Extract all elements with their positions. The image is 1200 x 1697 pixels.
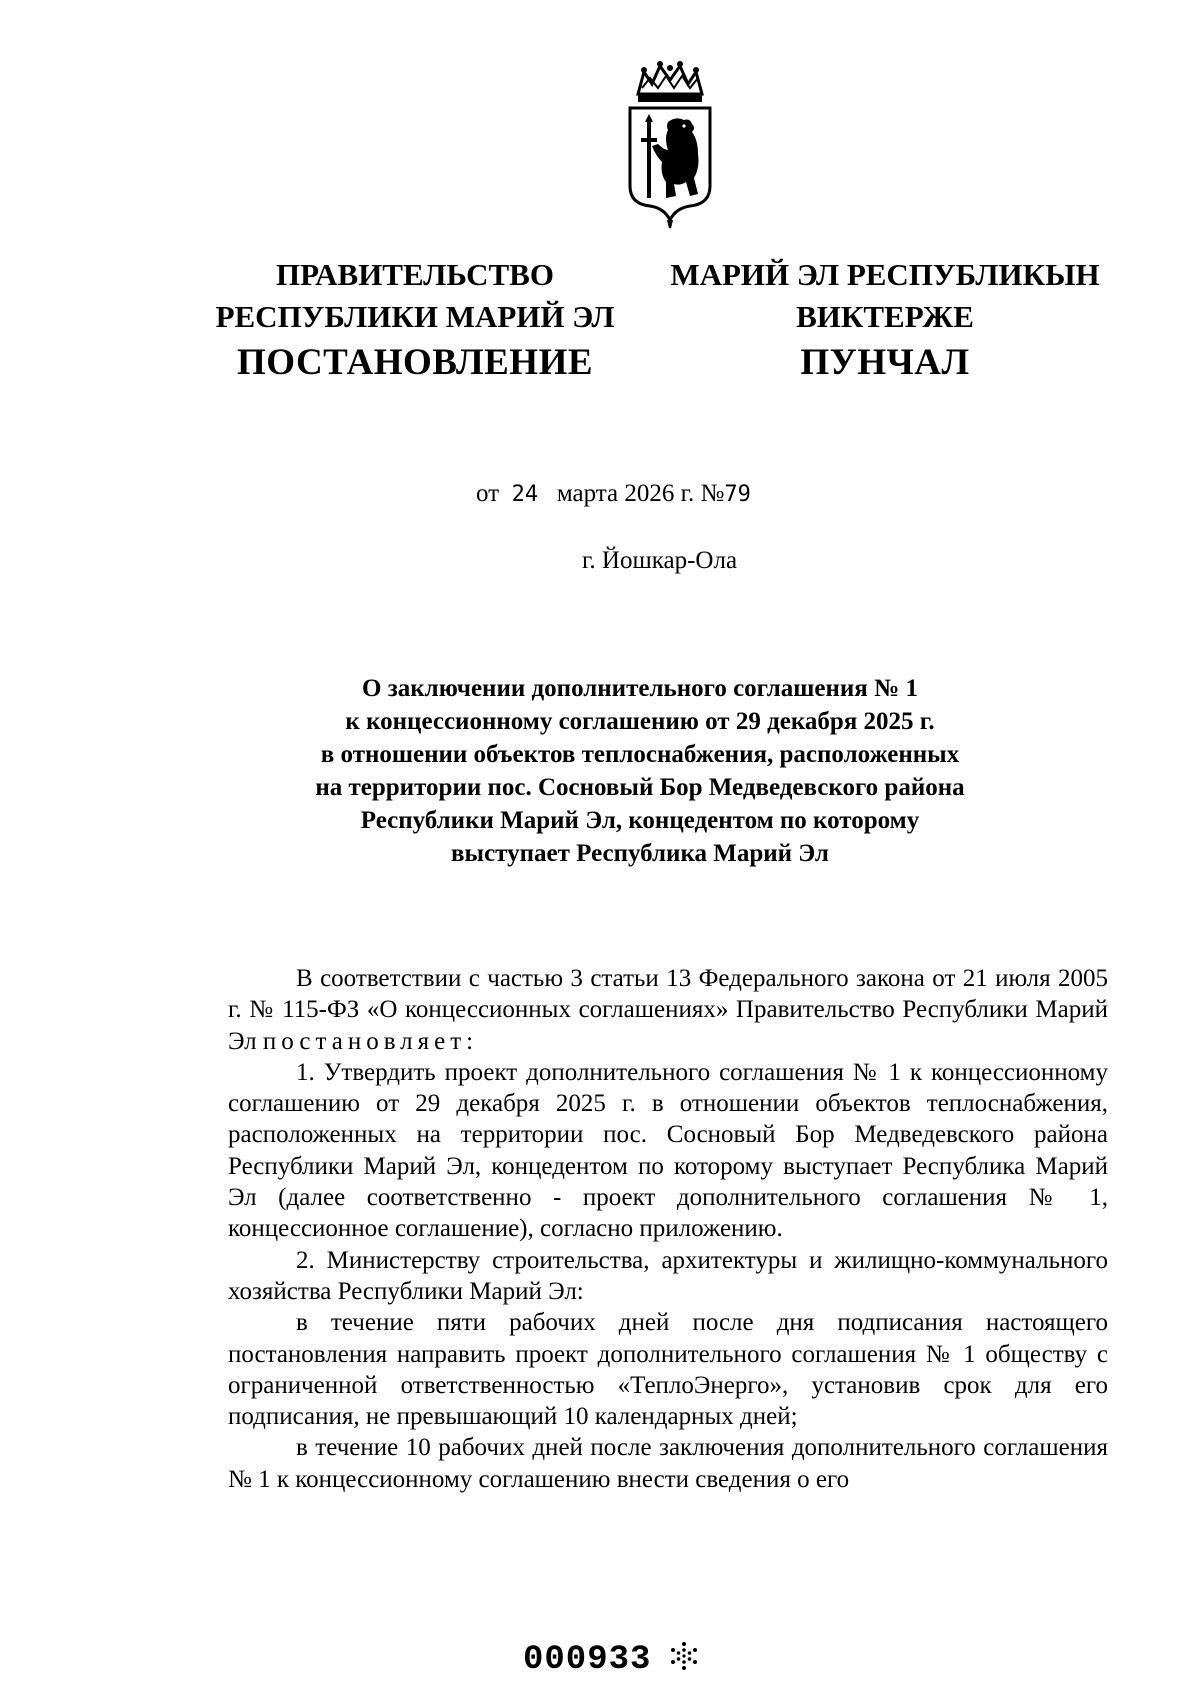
title-line: к концессионному соглашению от 29 декабря 2025 г. [345, 708, 935, 735]
header-left-title [205, 254, 625, 338]
intro-text: В соответствии с частью 3 статьи 13 Федерального закона от 21 июля 2005 г. № 115-ФЗ «О концессионных соглашениях» Правительство Республики Марий Эл [228, 965, 1108, 1055]
header-right-title [665, 254, 1105, 338]
date-day: 24 [511, 482, 539, 507]
title-line: Республики Марий Эл, концедентом по которому [360, 807, 920, 834]
title-line: в отношении объектов теплоснабжения, расположенных [320, 741, 960, 768]
date-prefix: от [476, 480, 500, 507]
title-line: О заключении дополнительного соглашения № 1 [362, 675, 918, 702]
title-line: выступает Республика Марий Эл [451, 840, 829, 867]
dotted-snowflake-icon [668, 1640, 700, 1672]
paragraph-2b: в течение 10 рабочих дней после заключения дополнительного соглашения № 1 к концессионному соглашению внести сведения о его [228, 1434, 1108, 1493]
header-left-line1: ПРАВИТЕЛЬСТВО [276, 257, 554, 292]
document-dateline [476, 478, 751, 511]
intro-verb: постановляет: [262, 1027, 479, 1055]
header-right-line2: ВИКТЕРЖЕ [796, 299, 974, 334]
intro-paragraph [228, 963, 1108, 1057]
document-type-russian: ПОСТАНОВЛЕНИЕ [236, 342, 594, 383]
document-type-mari: ПУНЧАЛ [800, 342, 970, 383]
document-city: г. Йошкар-Ола [582, 547, 738, 574]
document-number: 79 [724, 482, 751, 507]
paragraph-2a: в течение пяти рабочих дней после дня подписания настоящего постановления направить проект дополнительного соглашения № 1 обществу с ограниченной ответственностью «ТеплоЭнерго», установив срок для его подписания, не превышающий 10 календарных дней; [228, 1309, 1108, 1431]
date-month-year: марта 2026 г. [556, 480, 695, 507]
serial-number: 000933 [523, 1641, 652, 1679]
mari-el-coat-of-arms-icon [620, 58, 720, 230]
document-body [228, 963, 1108, 1495]
number-sign: № [700, 480, 725, 507]
crown-icon [638, 61, 702, 102]
paragraph-1: 1. Утвердить проект дополнительного соглашения № 1 к концессионному соглашению от 29 декабря 2025 г. в отношении объектов теплоснабжения, расположенных на территории пос. Сосновый Бор Медведевского района Республики Марий Эл, концедентом по которому выступает Республика Марий Эл (далее соответственно - проект дополнительного соглашения № 1, концессионное соглашение), согласно приложению. [228, 1058, 1108, 1243]
document-title [200, 672, 1080, 870]
header-right-line1: МАРИЙ ЭЛ РЕСПУБЛИКЫН [670, 257, 1100, 292]
header-left-line2: РЕСПУБЛИКИ МАРИЙ ЭЛ [215, 299, 615, 334]
title-line: на территории пос. Сосновый Бор Медведевского района [315, 774, 965, 801]
paragraph-2: 2. Министерству строительства, архитектуры и жилищно-коммунального хозяйства Республики Марий Эл: [228, 1246, 1108, 1305]
